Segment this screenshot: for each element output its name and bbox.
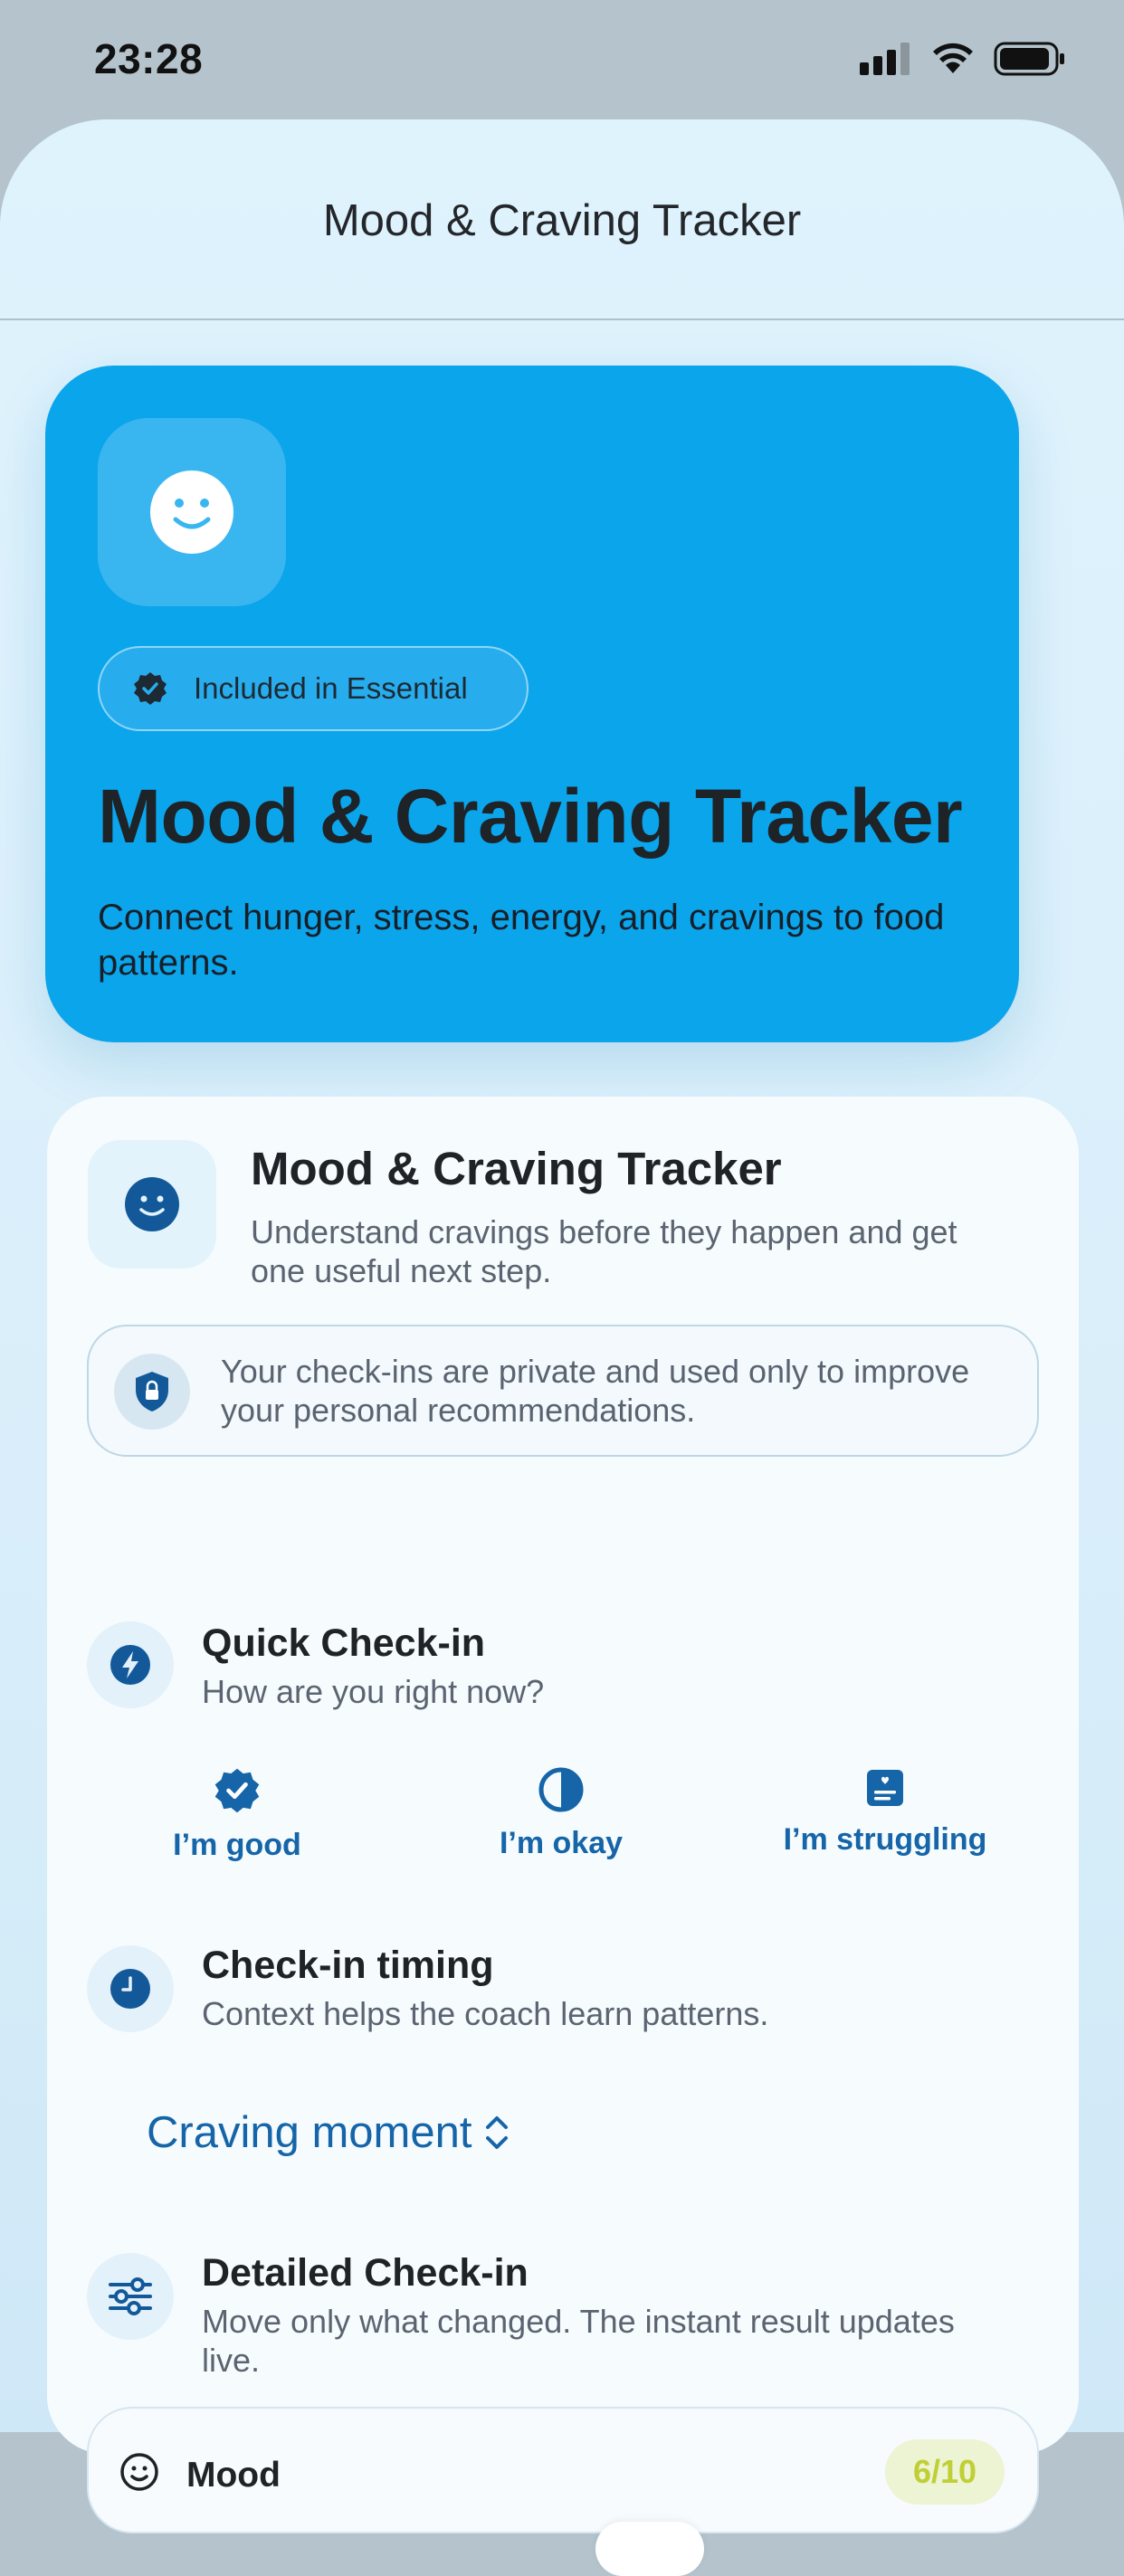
status-icons	[860, 42, 1066, 76]
intro-title: Mood & Craving Tracker	[251, 1143, 782, 1194]
wifi-icon	[932, 43, 974, 75]
mood-option-label: I’m good	[173, 1828, 301, 1862]
intro-icon-container	[88, 1140, 216, 1269]
privacy-notice	[87, 1325, 1039, 1457]
hero-icon-container	[98, 418, 286, 606]
detailed-checkin-icon-container	[87, 2253, 174, 2340]
timing-picker[interactable]	[147, 2107, 511, 2158]
clock-icon	[109, 1967, 152, 2010]
journal-heart-icon	[863, 1766, 907, 1810]
smile-face-icon	[123, 1175, 181, 1233]
chevron-up-down-icon	[482, 2113, 511, 2153]
timing-title: Check-in timing	[202, 1944, 494, 1987]
status-bar	[0, 0, 1124, 119]
quick-checkin-icon-container	[87, 1621, 174, 1708]
timing-subtitle: Context helps the coach learn patterns.	[202, 1995, 769, 2032]
quick-checkin-title: Quick Check-in	[202, 1621, 486, 1665]
nav-title: Mood & Craving Tracker	[322, 196, 802, 245]
privacy-icon-container	[114, 1354, 190, 1430]
lightning-bolt-icon	[109, 1643, 152, 1687]
intro-subtitle: Understand cravings before they happen and get one useful next step.	[251, 1213, 957, 1289]
mood-slider-label: Mood	[186, 2456, 281, 2495]
quick-checkin-subtitle: How are you right now?	[202, 1673, 545, 1710]
timing-icon-container	[87, 1945, 174, 2032]
mood-option-label: I’m struggling	[783, 1822, 987, 1857]
mood-slider-card	[87, 2407, 1039, 2533]
plan-badge	[98, 646, 529, 731]
mood-option-struggling[interactable]	[749, 1766, 1021, 1858]
hero-description: Connect hunger, stress, energy, and cravings to food patterns.	[98, 898, 945, 983]
cellular-signal-icon	[860, 43, 912, 75]
mood-option-okay[interactable]	[425, 1766, 697, 1861]
nav-header	[0, 119, 1124, 320]
mood-slider-thumb[interactable]	[595, 2522, 704, 2576]
smile-outline-icon	[119, 2452, 159, 2492]
plan-badge-label: Included in Essential	[194, 671, 468, 705]
verified-badge-icon	[132, 670, 168, 707]
tracker-content-card	[47, 1097, 1079, 2495]
battery-icon	[994, 42, 1066, 76]
verified-check-icon	[213, 1766, 262, 1815]
privacy-text: Your check-ins are private and used only to improve your personal recommendations.	[221, 1353, 970, 1429]
half-circle-icon	[538, 1766, 585, 1813]
hero-title: Mood & Craving Tracker	[98, 774, 963, 859]
modal-sheet	[0, 119, 1124, 2495]
status-time: 23:28	[94, 35, 204, 82]
detailed-checkin-title: Detailed Check-in	[202, 2251, 529, 2295]
mood-option-label: I’m okay	[499, 1826, 624, 1860]
sliders-icon	[107, 2275, 154, 2318]
hero-card	[45, 366, 1019, 1042]
mood-option-good[interactable]	[101, 1766, 373, 1863]
mood-score-badge: 6/10	[885, 2439, 1005, 2505]
timing-picker-value: Craving moment	[147, 2108, 472, 2157]
smile-face-icon	[148, 469, 235, 556]
shield-lock-icon	[132, 1370, 172, 1413]
detailed-checkin-subtitle: Move only what changed. The instant result updates live.	[202, 2303, 955, 2379]
